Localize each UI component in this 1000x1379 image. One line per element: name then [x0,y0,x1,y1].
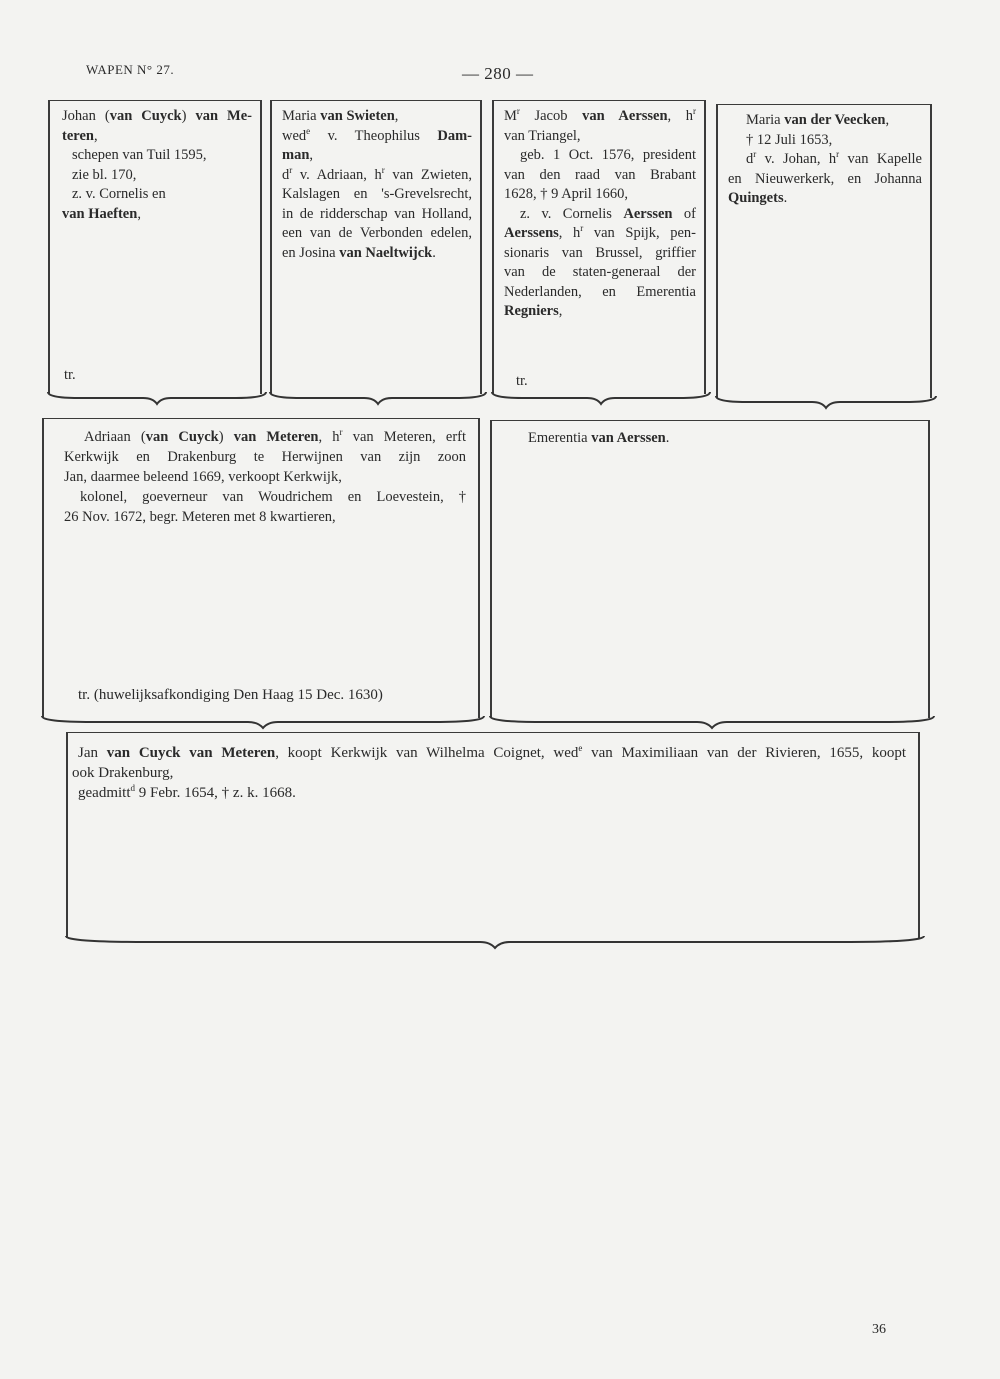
text-line: $M^r$ Jacob van Aerssen, $h^r$ [504,106,696,124]
text-line: geadmitt$^d$ 9 Febr. 1654, † z. k. 1668. [78,783,296,801]
brace-divider [66,934,924,950]
text-line: Adriaan (van Cuyck) van Meteren, $h^r$ van Meteren, erft [84,427,467,445]
text-line: Jan van Cuyck van Meteren, koopt Kerkwijk van Wilhelma Coignet, wed$^e$ van Maximiliaan van der Rivieren, 1655, koopt [78,743,906,761]
text-line: sionaris van Brussel, griffier [504,244,696,261]
genealogy-box-jan [66,732,920,938]
text-line: van Haeften, [62,205,141,222]
text-line: wed$^e$ v. Theophilus Dam- [282,125,472,144]
brace-divider [270,390,486,406]
box-text [272,101,480,263]
text-line: in de ridderschap van Holland, [282,205,472,222]
brace-divider [48,390,266,406]
text-line: Kerkwijk en Drakenburg te Herwijnen van zijn zoon [64,449,466,465]
marriage-marker: tr. (huwelijksafkondiging Den Haag 15 Dec. 1630) [78,687,383,703]
text-line: Nederlanden, en Emerentia [504,283,696,300]
text-line: kolonel, goeverneur van Woudrichem en Loevestein, † [80,489,466,505]
genealogy-box-maria-van-swieten [270,100,482,394]
text-line: z. v. Cornelis en [72,186,166,202]
box-text [50,101,260,224]
genealogy-box-maria-van-der-veecken [716,104,932,398]
text-line: van de staten-generaal der [504,264,696,280]
text-line: Quingets. [728,190,788,206]
page-number: 36 [872,1322,886,1337]
marriage-marker: tr. [64,367,76,383]
page-header-number: — 280 — [462,64,534,83]
text-line: Johan (van Cuyck) van Me- [62,108,252,124]
box-text [492,421,928,449]
text-line: schepen van Tuil 1595, [72,147,207,163]
brace-divider [490,714,934,730]
brace-divider [42,714,484,730]
box-text [68,733,918,803]
text-line: en Josina van Naeltwijck. [282,244,436,261]
plate-label: WAPEN N° 27. [86,62,175,77]
text-line: van den raad van Brabant [504,166,696,183]
text-line: $d^r$ v. Johan, $h^r$ van Kapelle [746,149,922,167]
genealogy-box-adriaan [42,418,480,718]
text-line: Emerentia van Aerssen. [528,430,670,446]
text-line: Maria van Swieten, [282,108,399,124]
text-line: Maria van der Veecken, [746,112,890,128]
text-line: 1628, † 9 April 1660, [504,186,629,202]
text-line: z. v. Cornelis Aerssen of [520,205,696,222]
text-line: 26 Nov. 1672, begr. Meteren met 8 kwartieren, [64,509,336,525]
text-line: Regniers, [504,303,563,319]
text-line: man, [282,147,314,163]
box-text [718,105,930,209]
brace-divider [492,390,710,406]
text-line: een van de Verbonden edelen, [282,225,472,241]
marriage-marker: tr. [516,373,528,389]
text-line: en Nieuwerkerk, en Johanna [728,170,922,187]
text-line: Kalslagen en 's-Grevelsrecht, [282,186,472,202]
text-line: † 12 Juli 1653, [746,131,833,148]
text-line: teren, [62,127,98,144]
text-line: ook Drakenburg, [72,765,174,781]
brace-divider [716,394,936,410]
text-line: $d^r$ v. Adriaan, $h^r$ van Zwieten, [282,164,472,183]
genealogy-box-emerentia [490,420,930,718]
box-text [494,101,704,322]
text-line: Jan, daarmee beleend 1669, verkoopt Kerkwijk, [64,469,342,485]
box-text [44,419,478,527]
text-line: Aerssens, $h^r$ van Spijk, pen- [504,223,697,241]
text-line: geb. 1 Oct. 1576, president [520,147,696,163]
genealogy-box-jacob-van-aerssen [492,100,706,394]
text-line: zie bl. 170, [72,166,137,183]
genealogy-box-johan [48,100,262,394]
text-line: van Triangel, [504,127,581,144]
